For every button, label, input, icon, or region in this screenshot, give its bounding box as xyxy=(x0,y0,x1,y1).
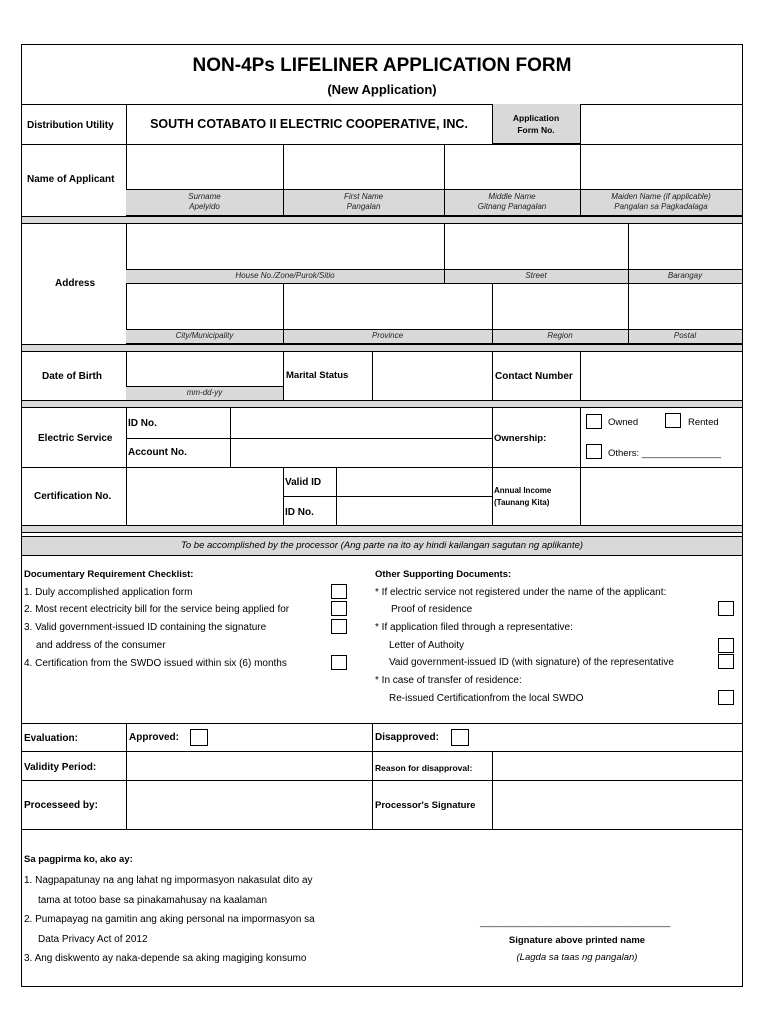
checklist-title: Documentary Requirement Checklist: xyxy=(24,569,194,580)
marital-status-label: Marital Status xyxy=(286,370,349,381)
others-label: Others: _______________ xyxy=(608,448,722,459)
region-caption: Region xyxy=(547,331,573,340)
postal-caption: Postal xyxy=(673,331,697,340)
other-docs-title: Other Supporting Documents: xyxy=(375,569,512,580)
processed-by-field[interactable] xyxy=(128,782,370,827)
processed-by-label: Processeed by: xyxy=(24,800,98,811)
cert-id-no-label: ID No. xyxy=(285,507,314,518)
annual-income-field[interactable] xyxy=(582,470,740,523)
annual-income-label: Annual Income (Taunang Kita) xyxy=(494,486,552,507)
app-form-no-field[interactable] xyxy=(582,107,740,142)
application-form xyxy=(21,44,743,987)
consent-line-1-cont: tama at totoo base sa pinakamahusay na kaalaman xyxy=(38,895,268,906)
validity-period-field[interactable] xyxy=(128,753,370,778)
reason-disapproval-label: Reason for disapproval: xyxy=(375,763,473,773)
rep-id-checkbox[interactable] xyxy=(718,654,734,669)
house-no-field[interactable] xyxy=(128,227,442,267)
account-no-field[interactable] xyxy=(232,440,490,466)
checklist-item-1: 1. Duly accomplished application form xyxy=(24,587,193,598)
rep-id-label: Vaid government-issued ID (with signature) of the representative xyxy=(389,657,674,668)
proof-of-residence-label: Proof of residence xyxy=(391,604,473,615)
province-field[interactable] xyxy=(285,287,490,327)
date-of-birth-label: Date of Birth xyxy=(42,371,102,382)
city-field[interactable] xyxy=(128,287,281,327)
contact-number-label: Contact Number xyxy=(495,371,573,382)
checklist-item-3-cont: and address of the consumer xyxy=(36,640,166,651)
letter-of-authority-label: Letter of Authoity xyxy=(389,640,465,651)
reason-disapproval-field[interactable] xyxy=(494,753,740,778)
ownership-label: Ownership: xyxy=(494,433,547,444)
others-checkbox[interactable] xyxy=(586,444,602,459)
consent-line-3: 3. Ang diskwento ay naka-depende sa aking magiging konsumo xyxy=(24,953,307,964)
certification-no-field[interactable] xyxy=(128,470,281,523)
consent-line-2-cont: Data Privacy Act of 2012 xyxy=(38,934,148,945)
checklist-item-2-checkbox[interactable] xyxy=(331,601,347,616)
middle-name-caption: Middle Name Gitnang Panagalan xyxy=(477,192,547,211)
letter-of-authority-checkbox[interactable] xyxy=(718,638,734,653)
other-docs-line-6: * In case of transfer of residence: xyxy=(375,675,522,686)
reissued-cert-checkbox[interactable] xyxy=(718,690,734,705)
id-no-label: ID No. xyxy=(128,418,157,429)
approved-checkbox[interactable] xyxy=(190,729,208,746)
account-no-label: Account No. xyxy=(128,447,187,458)
city-caption: City/Municipality xyxy=(175,331,234,340)
checklist-item-4: 4. Certification from the SWDO issued within six (6) months xyxy=(24,658,287,669)
consent-line-2: 2. Pumapayag na gamitin ang aking personal na impormasyon sa xyxy=(24,914,315,925)
barangay-caption: Barangay xyxy=(667,271,703,280)
signature-label: Signature above printed name xyxy=(508,935,646,946)
valid-id-field[interactable] xyxy=(338,470,490,495)
postal-field[interactable] xyxy=(630,287,740,327)
rented-label: Rented xyxy=(688,417,719,428)
middle-name-field[interactable] xyxy=(446,147,578,187)
certification-no-label: Certification No. xyxy=(34,491,112,502)
form-title: NON-4Ps LIFELINER APPLICATION FORM xyxy=(192,55,572,76)
approved-label: Approved: xyxy=(129,732,179,743)
first-name-field[interactable] xyxy=(285,147,442,187)
street-field[interactable] xyxy=(446,227,626,267)
other-docs-line-1: * If electric service not registered under the name of the applicant: xyxy=(375,587,667,598)
reissued-cert-label: Re-issued Certificationfrom the local SWDO xyxy=(389,693,584,704)
disapproved-label: Disapproved: xyxy=(375,732,439,743)
surname-field[interactable] xyxy=(128,147,281,187)
checklist-item-3: 3. Valid government-issued ID containing the signature xyxy=(24,622,267,633)
electric-service-label: Electric Service xyxy=(38,433,113,444)
app-form-no-label: Application Form No. xyxy=(512,113,560,135)
processor-signature-field[interactable] xyxy=(494,782,740,827)
signature-sublabel: (Lagda sa taas ng pangalan) xyxy=(516,952,638,963)
checklist-item-3-checkbox[interactable] xyxy=(331,619,347,634)
distribution-utility-label: Distribution Utility xyxy=(27,120,114,131)
proof-of-residence-checkbox[interactable] xyxy=(718,601,734,616)
region-field[interactable] xyxy=(494,287,626,327)
distribution-utility-value: SOUTH COTABATO II ELECTRIC COOPERATIVE, INC. xyxy=(150,117,468,131)
barangay-field[interactable] xyxy=(630,227,740,267)
contact-number-field[interactable] xyxy=(582,355,740,397)
checklist-item-4-checkbox[interactable] xyxy=(331,655,347,670)
owned-label: Owned xyxy=(608,417,639,428)
rented-checkbox[interactable] xyxy=(665,413,681,428)
checklist-item-2: 2. Most recent electricity bill for the service being applied for xyxy=(24,604,290,615)
maiden-name-caption: Maiden Name (if applicable) Pangalan sa Pagkadalaga xyxy=(611,192,711,211)
processor-note: To be accomplished by the processor (Ang parte na ito ay hindi kailangan sagutan ng aplikante) xyxy=(180,540,584,551)
evaluation-label: Evaluation: xyxy=(24,733,78,744)
maiden-name-field[interactable] xyxy=(582,147,740,187)
owned-checkbox[interactable] xyxy=(586,414,602,429)
street-caption: Street xyxy=(525,271,547,280)
validity-period-label: Validity Period: xyxy=(24,762,97,773)
marital-status-field[interactable] xyxy=(374,355,490,397)
dob-format-hint: mm-dd-yy xyxy=(186,388,223,397)
province-caption: Province xyxy=(371,331,404,340)
surname-caption: Surname Apelyido xyxy=(188,192,221,211)
signature-line: ______________________________________ xyxy=(480,917,671,927)
other-docs-line-3: * If application filed through a representative: xyxy=(375,622,573,633)
valid-id-label: Valid ID xyxy=(285,477,322,488)
disapproved-checkbox[interactable] xyxy=(451,729,469,746)
cert-id-no-field[interactable] xyxy=(338,498,490,523)
address-label: Address xyxy=(55,278,96,289)
consent-title: Sa pagpirma ko, ako ay: xyxy=(24,854,133,865)
consent-line-1: 1. Nagpapatunay na ang lahat ng impormasyon nakasulat dito ay xyxy=(24,875,313,886)
house-no-caption: House No./Zone/Purok/Sitio xyxy=(235,271,335,280)
form-subtitle: (New Application) xyxy=(327,82,437,97)
first-name-caption: First Name Pangalan xyxy=(343,192,384,211)
checklist-item-1-checkbox[interactable] xyxy=(331,584,347,599)
processor-signature-label: Processor's Signature xyxy=(375,800,476,811)
service-id-no-field[interactable] xyxy=(232,410,490,436)
name-of-applicant-label: Name of Applicant xyxy=(27,174,115,185)
date-of-birth-field[interactable] xyxy=(128,354,281,384)
